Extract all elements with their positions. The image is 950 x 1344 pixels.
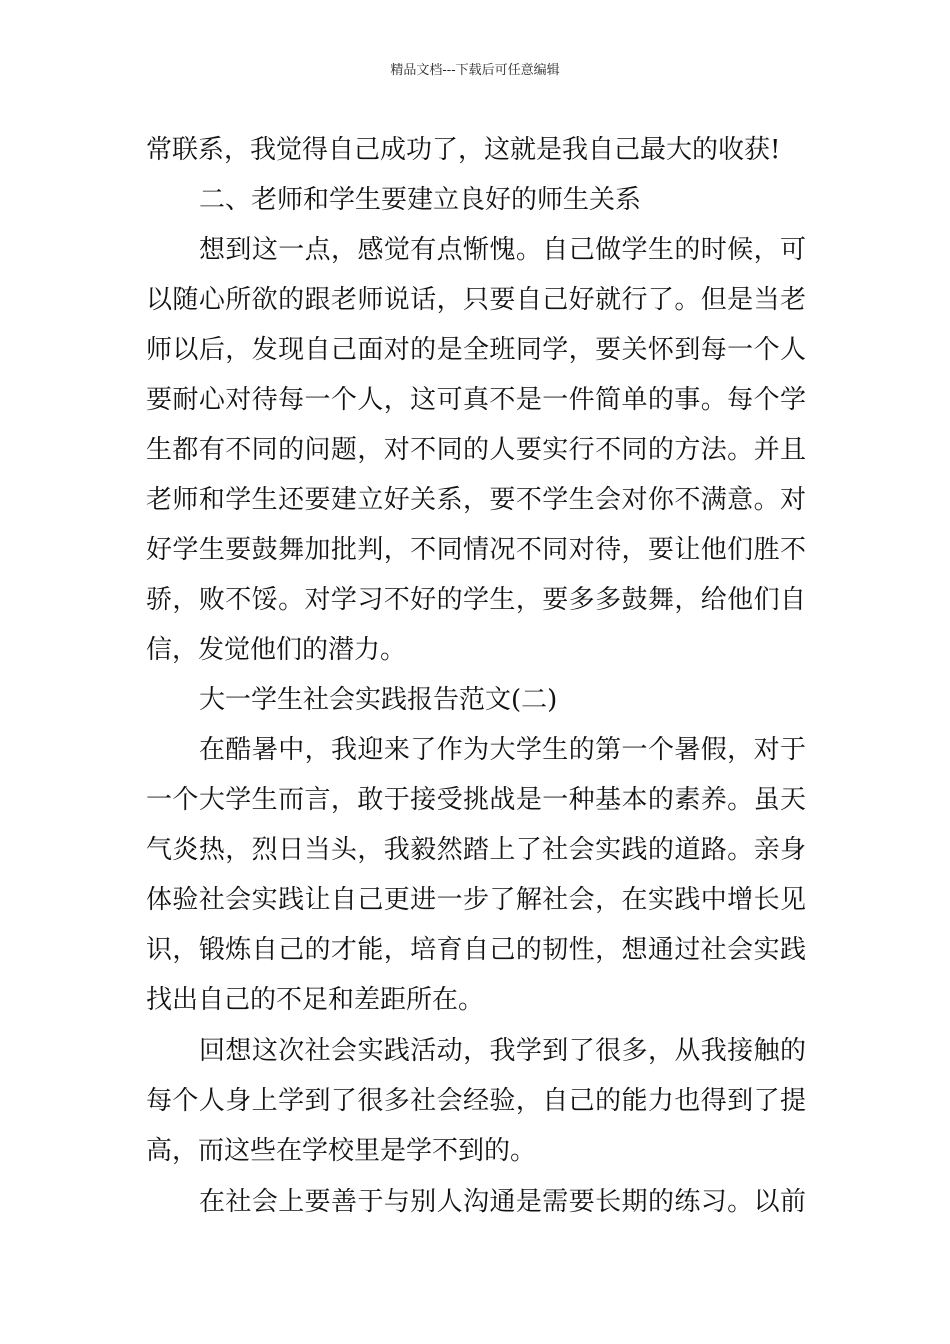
text-line: 常联系，我觉得自己成功了，这就是我自己最大的收获! (146, 135, 781, 165)
text-line: 以随心所欲的跟老师说话，只要自己好就行了。但是当老 (146, 285, 806, 315)
text-line: 每个人身上学到了很多社会经验，自己的能力也得到了提 (146, 1086, 806, 1116)
text-line: 生都有不同的问题，对不同的人要实行不同的方法。并且 (146, 435, 806, 465)
text-line: 高，而这些在学校里是学不到的。 (146, 1136, 537, 1166)
text-line: 体验社会实践让自己更进一步了解社会，在实践中增长见 (146, 885, 806, 915)
text-line: 师以后，发现自己面对的是全班同学，要关怀到每一个人 (146, 335, 806, 365)
text-line: 要耐心对待每一个人，这可真不是一件简单的事。每个学 (146, 385, 806, 415)
text-line: 老师和学生还要建立好关系，要不学生会对你不满意。对 (146, 485, 806, 515)
text-line: 想到这一点，感觉有点惭愧。自己做学生的时候，可 (199, 235, 806, 265)
text-line: 好学生要鼓舞加批判，不同情况不同对待，要让他们胜不 (146, 535, 806, 565)
text-line: 找出自己的不足和差距所在。 (146, 985, 485, 1015)
text-line: 骄，败不馁。对学习不好的学生，要多多鼓舞，给他们自 (146, 585, 806, 615)
text-line: 识，锻炼自己的才能，培育自己的韧性，想通过社会实践 (146, 935, 806, 965)
text-line: 在酷暑中，我迎来了作为大学生的第一个暑假，对于 (199, 735, 806, 765)
page-header: 精品文档---下载后可任意编辑 (390, 63, 560, 78)
text-line: 一个大学生而言，敢于接受挑战是一种基本的素养。虽天 (146, 785, 806, 815)
section-heading: 大一学生社会实践报告范文(二) (199, 685, 558, 715)
text-line: 在社会上要善于与别人沟通是需要长期的练习。以前 (199, 1187, 806, 1217)
section-heading: 二、老师和学生要建立良好的师生关系 (199, 185, 642, 215)
text-line: 信，发觉他们的潜力。 (146, 635, 407, 665)
body-text (146, 125, 806, 1227)
text-line: 回想这次社会实践活动，我学到了很多，从我接触的 (199, 1036, 806, 1066)
text-line: 气炎热，烈日当头，我毅然踏上了社会实践的道路。亲身 (146, 835, 806, 865)
